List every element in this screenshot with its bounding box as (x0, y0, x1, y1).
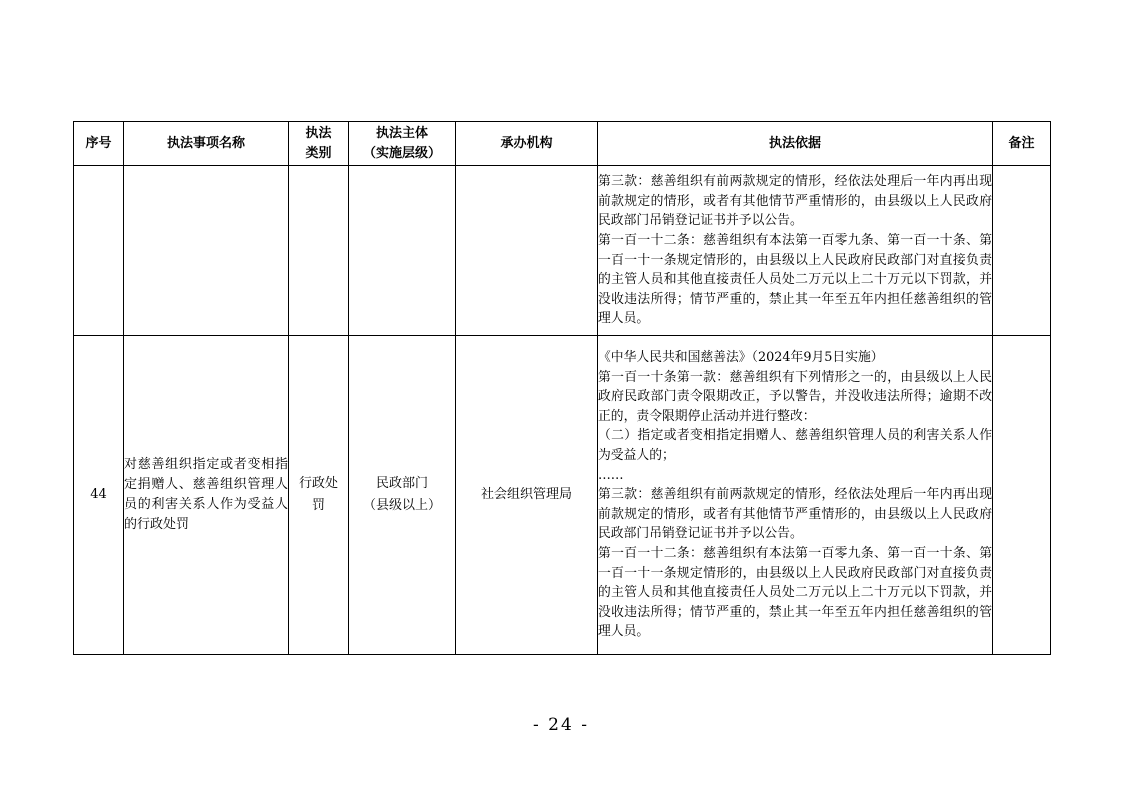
cell-authority: 民政部门 （县级以上） (349, 336, 456, 655)
cell-number: 44 (74, 336, 124, 655)
basis-line: 第三款：慈善组织有前两款规定的情形，经依法处理后一年内再出现前款规定的情形，或者有其他情节严重情形的，由县级以上人民政府民政部门吊销登记证书并予以公告。 (598, 174, 992, 229)
basis-line: …… (598, 467, 624, 483)
cell-empty (349, 166, 456, 336)
header-basis: 执法依据 (598, 122, 993, 166)
cell-empty (456, 166, 598, 336)
cell-basis-continued (598, 166, 993, 336)
header-item-name: 执法事项名称 (124, 122, 289, 166)
cell-agency: 社会组织管理局 (456, 336, 598, 655)
basis-line: 《中华人民共和国慈善法》（2024年9月5日实施） (598, 350, 884, 366)
basis-line: （二）指定或者变相指定捐赠人、慈善组织管理人员的利害关系人作为受益人的； (598, 428, 992, 464)
cell-category: 行政处 罚 (289, 336, 349, 655)
enforcement-table (73, 121, 1051, 655)
cell-empty (289, 166, 349, 336)
cell-item-name: 对慈善组织指定或者变相指定捐赠人、慈善组织管理人员的利害关系人作为受益人的行政处罚 (124, 336, 289, 655)
cell-remark (993, 336, 1051, 655)
cell-empty (74, 166, 124, 336)
basis-line: 第一百一十二条：慈善组织有本法第一百零九条、第一百一十条、第一百一十一条规定情形的，由县级以上人民政府民政部门对直接负责的主管人员和其他直接责任人员处二万元以上二十万元以下罚款，并没收违法所得；情节严重的，禁止其一年至五年内担任慈善组织的管理人员。 (598, 232, 992, 327)
cell-empty (124, 166, 289, 336)
header-agency: 承办机构 (456, 122, 598, 166)
header-number: 序号 (74, 122, 124, 166)
table-row-continuation (74, 166, 1051, 336)
basis-line: 第一百一十二条：慈善组织有本法第一百零九条、第一百一十条、第一百一十一条规定情形的，由县级以上人民政府民政部门对直接负责的主管人员和其他直接责任人员处二万元以上二十万元以下罚款，并没收违法所得；情节严重的，禁止其一年至五年内担任慈善组织的管理人员。 (598, 545, 992, 640)
basis-line: 第三款：慈善组织有前两款规定的情形，经依法处理后一年内再出现前款规定的情形，或者有其他情节严重情形的，由县级以上人民政府民政部门吊销登记证书并予以公告。 (598, 487, 992, 542)
basis-line: 第一百一十条第一款：慈善组织有下列情形之一的，由县级以上人民政府民政部门责令限期改正，予以警告，并没收违法所得；逾期不改正的，责令限期停止活动并进行整改： (598, 369, 992, 424)
header-row (74, 122, 1051, 166)
header-authority: 执法主体 （实施层级） (349, 122, 456, 166)
cell-basis (598, 336, 993, 655)
page-number: - 24 - (533, 715, 589, 735)
header-remark: 备注 (993, 122, 1051, 166)
table-row-44 (74, 336, 1051, 655)
cell-remark (993, 166, 1051, 336)
header-category: 执法 类别 (289, 122, 349, 166)
